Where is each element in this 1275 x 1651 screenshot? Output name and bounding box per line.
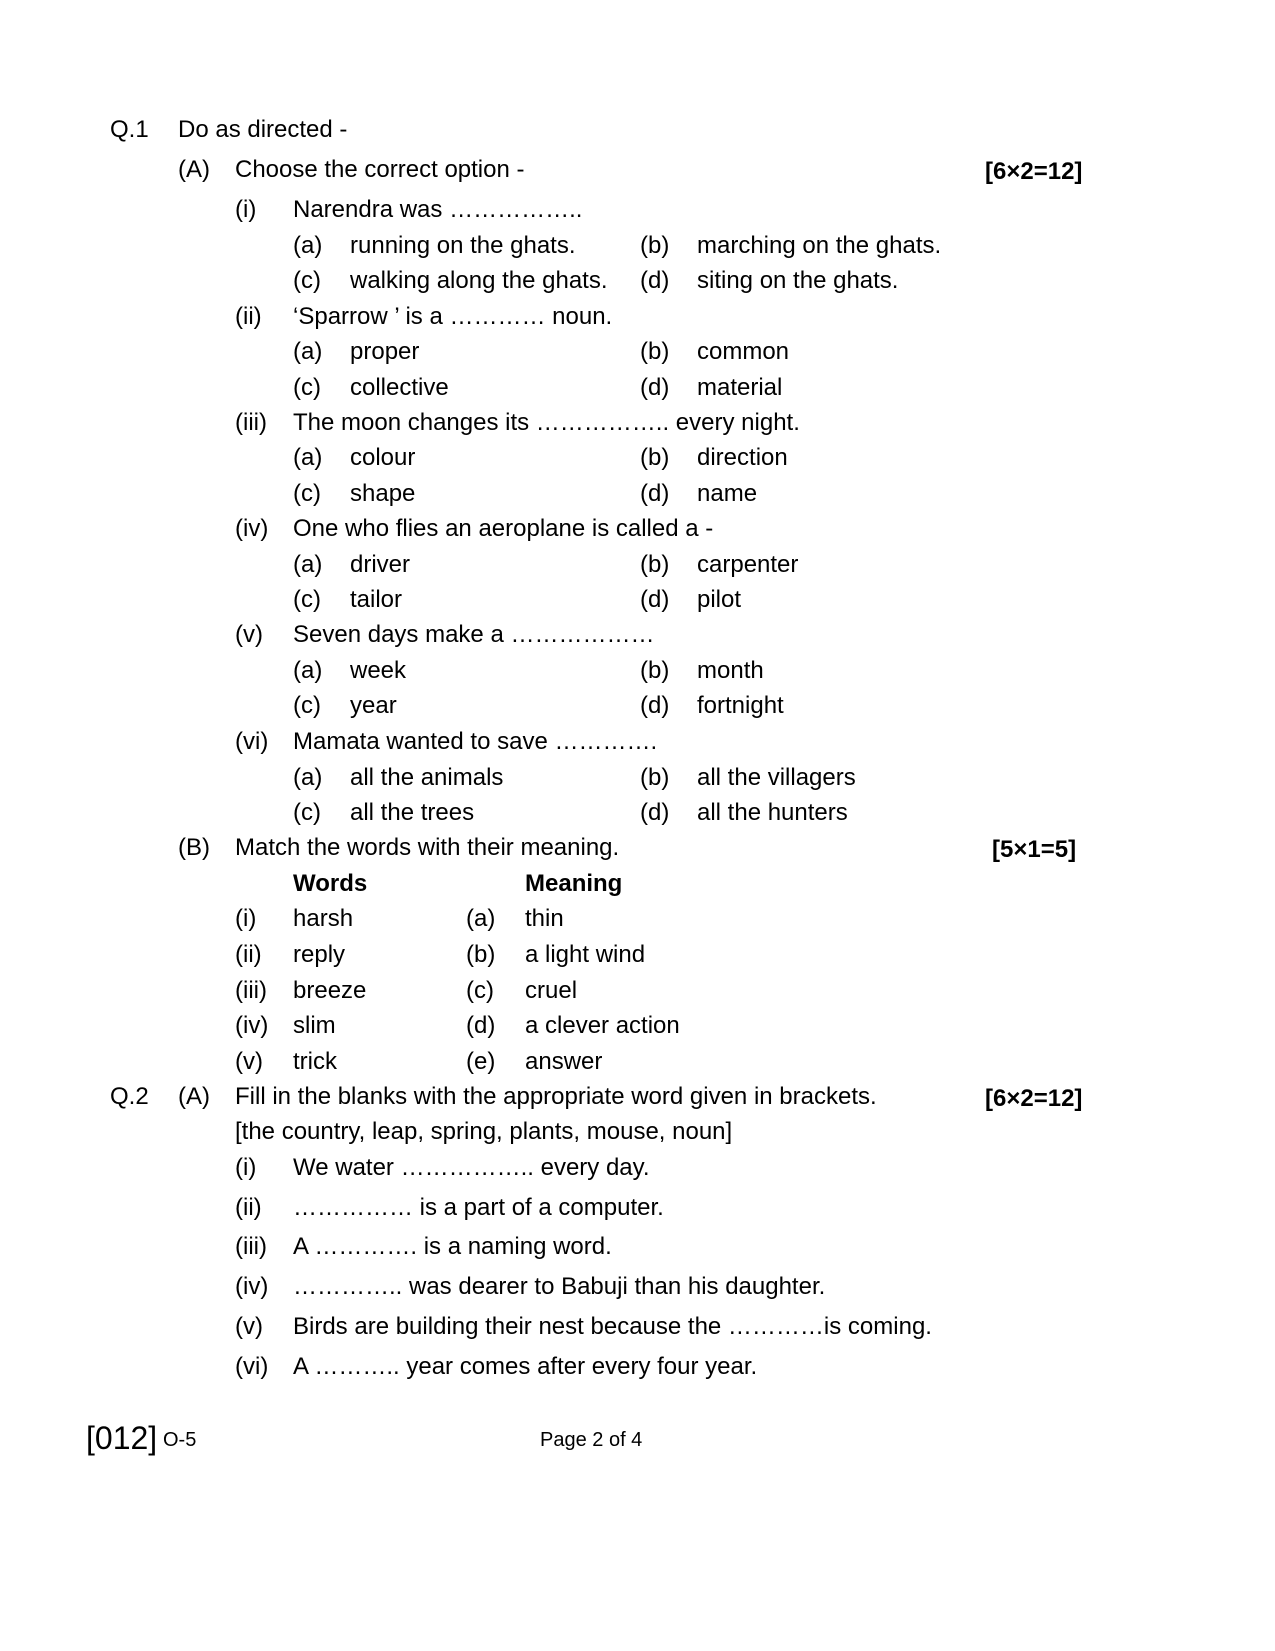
- option-label: (a): [293, 338, 323, 365]
- option-text: siting on the ghats.: [697, 267, 899, 294]
- mcq-number: (v): [235, 621, 263, 648]
- option-label: (b): [640, 338, 670, 365]
- option-text: marching on the ghats.: [697, 232, 942, 259]
- option-label: (c): [293, 480, 321, 507]
- blank-number: (vi): [235, 1353, 269, 1380]
- match-number: (ii): [235, 941, 262, 968]
- match-word: trick: [293, 1048, 337, 1075]
- option-text: direction: [697, 444, 788, 471]
- option-text: running on the ghats.: [350, 232, 576, 259]
- column-header-words: Words: [293, 870, 368, 897]
- option-label: (d): [640, 586, 670, 613]
- match-meaning: answer: [525, 1048, 603, 1075]
- match-word: breeze: [293, 977, 367, 1004]
- paper-subcode: O-5: [163, 1429, 197, 1451]
- mcq-number: (vi): [235, 728, 269, 755]
- mcq-number: (i): [235, 196, 257, 223]
- match-meaning: cruel: [525, 977, 578, 1004]
- blank-number: (iv): [235, 1273, 269, 1300]
- match-letter: (d): [466, 1012, 496, 1039]
- word-bank: [the country, leap, spring, plants, mouse, noun]: [235, 1118, 733, 1145]
- column-header-meaning: Meaning: [525, 870, 623, 897]
- question-title: Do as directed -: [178, 116, 348, 143]
- match-letter: (e): [466, 1048, 496, 1075]
- option-text: proper: [350, 338, 420, 365]
- option-label: (c): [293, 799, 321, 826]
- option-label: (c): [293, 267, 321, 294]
- blank-number: (ii): [235, 1194, 262, 1221]
- option-label: (b): [640, 232, 670, 259]
- blank-sentence: …………… is a part of a computer.: [293, 1194, 664, 1221]
- match-meaning: a light wind: [525, 941, 646, 968]
- option-text: fortnight: [697, 692, 784, 719]
- option-text: common: [697, 338, 790, 365]
- question-number: Q.1: [110, 116, 149, 143]
- option-label: (b): [640, 444, 670, 471]
- option-text: shape: [350, 480, 416, 507]
- part-label: (B): [178, 834, 210, 861]
- match-meaning: a clever action: [525, 1012, 680, 1039]
- option-text: tailor: [350, 586, 403, 613]
- option-text: month: [697, 657, 764, 684]
- match-number: (iv): [235, 1012, 269, 1039]
- match-word: reply: [293, 941, 346, 968]
- option-label: (d): [640, 799, 670, 826]
- option-label: (d): [640, 692, 670, 719]
- blank-sentence: A …………. is a naming word.: [293, 1233, 612, 1260]
- option-text: pilot: [697, 586, 742, 613]
- mcq-number: (ii): [235, 303, 262, 330]
- part-title: Fill in the blanks with the appropriate word given in brackets.: [235, 1083, 877, 1110]
- option-text: colour: [350, 444, 416, 471]
- blank-number: (i): [235, 1154, 257, 1181]
- question-number: Q.2: [110, 1083, 149, 1110]
- option-text: collective: [350, 374, 449, 401]
- option-text: all the animals: [350, 764, 504, 791]
- blank-sentence: ………….. was dearer to Babuji than his daughter.: [293, 1273, 826, 1300]
- option-label: (a): [293, 232, 323, 259]
- part-title: Match the words with their meaning.: [235, 834, 620, 861]
- blank-number: (v): [235, 1313, 263, 1340]
- marks-label: [6×2=12]: [985, 1085, 1083, 1112]
- mcq-text: Mamata wanted to save ………….: [293, 728, 658, 755]
- option-label: (b): [640, 551, 670, 578]
- marks-label: [6×2=12]: [985, 158, 1083, 185]
- match-number: (iii): [235, 977, 267, 1004]
- blank-sentence: Birds are building their nest because the …………is coming.: [293, 1313, 932, 1340]
- part-label: (A): [178, 1083, 210, 1110]
- option-text: walking along the ghats.: [350, 267, 608, 294]
- option-label: (a): [293, 764, 323, 791]
- option-label: (d): [640, 267, 670, 294]
- mcq-text: One who flies an aeroplane is called a -: [293, 515, 714, 542]
- option-text: all the trees: [350, 799, 475, 826]
- mcq-text: The moon changes its …………….. every night.: [293, 409, 800, 436]
- match-meaning: thin: [525, 905, 564, 932]
- blank-number: (iii): [235, 1233, 267, 1260]
- match-letter: (b): [466, 941, 496, 968]
- match-word: harsh: [293, 905, 354, 932]
- option-text: material: [697, 374, 783, 401]
- option-text: all the villagers: [697, 764, 856, 791]
- mcq-text: Narendra was ……………..: [293, 196, 583, 223]
- part-label: (A): [178, 156, 210, 183]
- option-label: (c): [293, 692, 321, 719]
- option-label: (a): [293, 444, 323, 471]
- mcq-text: Seven days make a ………………: [293, 621, 655, 648]
- option-text: week: [350, 657, 407, 684]
- match-letter: (a): [466, 905, 496, 932]
- marks-label: [5×1=5]: [992, 836, 1077, 863]
- option-text: name: [697, 480, 758, 507]
- blank-sentence: We water …………….. every day.: [293, 1154, 650, 1181]
- option-label: (c): [293, 374, 321, 401]
- option-text: year: [350, 692, 397, 719]
- match-word: slim: [293, 1012, 336, 1039]
- match-number: (v): [235, 1048, 263, 1075]
- option-label: (c): [293, 586, 321, 613]
- option-label: (a): [293, 657, 323, 684]
- option-text: driver: [350, 551, 411, 578]
- paper-code: [012]: [86, 1420, 158, 1456]
- option-label: (b): [640, 657, 670, 684]
- match-letter: (c): [466, 977, 494, 1004]
- blank-sentence: A ……….. year comes after every four year.: [293, 1353, 758, 1380]
- option-label: (b): [640, 764, 670, 791]
- option-text: carpenter: [697, 551, 799, 578]
- option-label: (d): [640, 480, 670, 507]
- option-label: (d): [640, 374, 670, 401]
- match-number: (i): [235, 905, 257, 932]
- part-title: Choose the correct option -: [235, 156, 525, 183]
- option-label: (a): [293, 551, 323, 578]
- page-number: Page 2 of 4: [540, 1429, 643, 1451]
- mcq-text: ‘Sparrow ’ is a ………… noun.: [293, 303, 613, 330]
- option-text: all the hunters: [697, 799, 848, 826]
- mcq-number: (iv): [235, 515, 269, 542]
- mcq-number: (iii): [235, 409, 267, 436]
